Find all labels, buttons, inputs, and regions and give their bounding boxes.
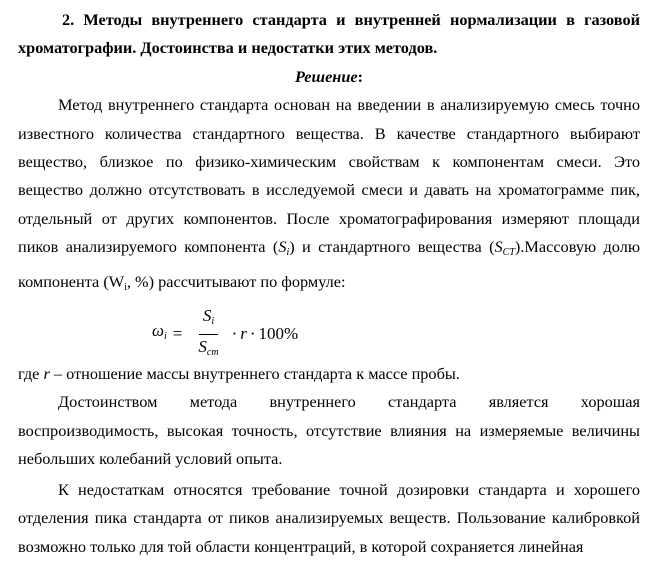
si-symbol xyxy=(278,237,290,259)
omega-subscript: i xyxy=(164,331,167,343)
paragraph2-rest: – отношение массы внутреннего стандарта к массе пробы. xyxy=(49,364,460,384)
section-title: 2. Методы внутреннего стандарта и внутренней нормализации в газовой хроматографии. Достоинства и недостатки этих методов. xyxy=(18,10,640,58)
formula-percent: 100% xyxy=(258,324,299,344)
paragraph-r-definition xyxy=(18,360,640,388)
sct-subscript: CT xyxy=(502,247,515,259)
formula-fraction xyxy=(194,306,222,363)
formula-dot-1: · xyxy=(231,324,238,344)
sct-symbol xyxy=(494,237,515,259)
document-page xyxy=(18,0,640,561)
si-letter: S xyxy=(278,237,287,257)
paragraph1-text-a: Метод внутреннего стандарта основан на введении в анализируемую смесь точно известного количества стандартного вещества. В качестве стандартного выбирают вещество, близкое по физико-химическим свойствам к компонентам смеси. Это вещество должно отсутствовать в исследуемой смеси и давать на хроматограмме пик, отдельный от других компонентов. После хроматографирования измеряют площади пиков анализируемого компонента ( xyxy=(18,95,640,257)
mass-fraction-formula xyxy=(18,302,640,360)
paragraph2-r: r xyxy=(43,364,50,384)
solution-heading xyxy=(18,63,640,91)
formula-equals: = xyxy=(172,324,183,344)
paragraph-method-description xyxy=(18,91,640,302)
paragraph-advantages: Достоинством метода внутреннего стандарта является хорошая воспроизводимость, высокая точность, отсутствие влияния на измеряемые величины небольших колебаний условий опыта. xyxy=(18,392,640,469)
formula-expression xyxy=(152,306,298,363)
paragraph1-text-b: ) и стандартного вещества ( xyxy=(289,237,495,257)
sct-letter: S xyxy=(494,237,503,257)
wi-subscript: i xyxy=(124,281,127,293)
paragraph2-prefix: где xyxy=(18,364,44,384)
fraction-denominator xyxy=(194,335,222,363)
formula-omega xyxy=(152,317,167,351)
paragraph1-text-d: , %) рассчитывают по формуле: xyxy=(126,271,346,291)
numerator-letter: S xyxy=(202,306,212,326)
paragraph-disadvantages: К недостаткам относятся требование точной дозировки стандарта и хорошего отделения пика стандарта от пиков анализируемых веществ. Пользование калибровкой возможно только для той области концентраций, в которой сохраняется линейная xyxy=(18,479,640,556)
solution-label: Решение xyxy=(294,66,358,86)
omega-symbol: ω xyxy=(152,321,165,341)
si-subscript: i xyxy=(286,247,290,259)
formula-dot-2: · xyxy=(249,324,256,344)
formula-r: r xyxy=(240,324,247,344)
fraction-numerator xyxy=(199,306,218,335)
denominator-letter: S xyxy=(198,337,207,357)
numerator-subscript: i xyxy=(211,316,215,328)
denominator-subscript: cm xyxy=(206,347,219,359)
paragraph1-text-c: ).Массовую долю компонента (W xyxy=(18,237,640,291)
solution-colon: : xyxy=(357,66,364,86)
